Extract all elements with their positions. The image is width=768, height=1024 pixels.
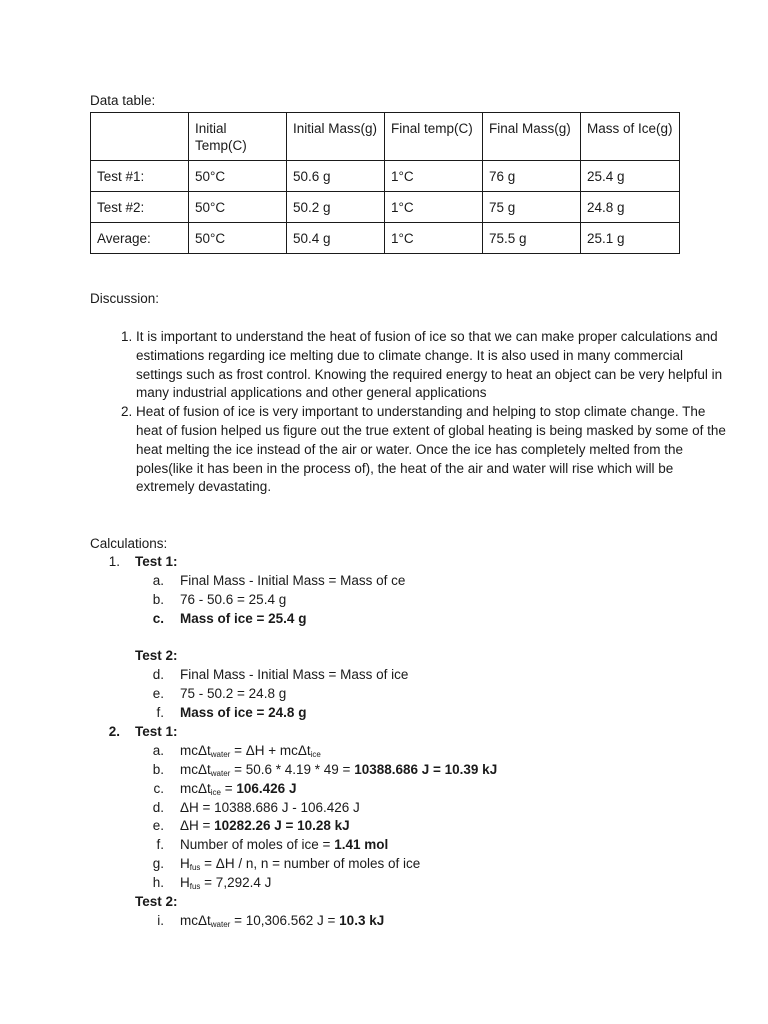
calc-line: Final Mass - Initial Mass = Mass of ce [180,572,406,588]
subscript: water [210,768,231,778]
discussion-heading: Discussion: [90,291,160,306]
table-cell: 50°C [189,161,287,192]
table-cell: 75.5 g [483,223,581,254]
table-row [91,223,680,254]
table-cell: 24.8 g [581,192,680,223]
subscript: fus [189,863,201,873]
calc-result: 10388.686 J = 10.39 kJ [354,761,498,777]
table-cell: Average: [91,223,189,254]
table-row [91,192,680,223]
formula-part: = ΔH / n, n = number of moles of ice [200,856,421,872]
list-item [90,912,690,931]
formula-part: = [221,780,237,796]
formula-part: Number of moles of ice = [180,837,335,853]
calc-line [180,874,271,893]
sub-heading: Test 2: [135,648,178,664]
sub-heading: Test 1: [135,724,178,740]
table-cell: 50.2 g [287,192,385,223]
table-cell: 1°C [385,192,483,223]
list-letter: b. [152,591,164,607]
calc-result: Mass of ice = 24.8 g [180,705,307,721]
list-item [90,553,690,572]
formula-part: H [180,875,190,891]
list-item [90,817,690,836]
list-item [90,572,690,591]
list-item [90,591,690,610]
list-letter: f. [156,837,164,853]
table-cell: 50°C [189,192,287,223]
table-header-cell: Mass of Ice(g) [581,113,680,161]
table-row [91,161,680,192]
calculations-list [90,553,690,931]
formula-part: mcΔt [279,742,311,758]
calc-line [180,761,497,780]
formula-part: H [180,856,190,872]
list-letter: c. [152,610,164,626]
table-cell: 76 g [483,161,581,192]
list-item [90,761,690,780]
list-item [90,836,690,855]
table-cell: 75 g [483,192,581,223]
formula-part: = 50.6 * 4.19 * 49 = [230,761,355,777]
list-letter: i. [157,912,164,928]
calc-line: 75 - 50.2 = 24.8 g [180,686,287,702]
list-item [90,704,690,723]
formula-part: mcΔt [180,742,211,758]
subscript: water [210,919,231,929]
sub-heading: Test 2: [135,894,178,910]
calc-line [180,912,384,931]
data-table [90,112,680,254]
list-item [90,893,690,912]
formula-part: = ΔH + [230,742,280,758]
subscript: fus [189,882,201,892]
table-header-cell: Final temp(C) [385,113,483,161]
list-number: 1. [108,554,120,569]
formula-part: ΔH = [180,818,215,834]
calculations-heading: Calculations: [90,536,168,551]
list-item [90,855,690,874]
data-table-caption: Data table: [90,93,156,108]
table-header-cell: Initial Mass(g) [287,113,385,161]
formula-part: = 10,306.562 J = [230,912,340,928]
discussion-item: 1. It is important to understand the heat of fusion of ice so that we can make proper calculations and estimations regarding ice melting due to climate change. It is also used in many commercial settings such as frost control. Knowing the required energy to heat an object can be very helpful in many industrial applications and other general applications [136,328,726,403]
calc-line [180,780,296,799]
list-letter: b. [152,761,164,777]
list-item [90,874,690,893]
formula-part: mcΔt [180,761,211,777]
list-letter: f. [156,705,164,721]
discussion-list [90,328,726,497]
subscript: water [210,749,231,759]
list-letter: a. [152,572,164,588]
table-header-cell: Initial Temp(C) [189,113,287,161]
calc-result: 10282.26 J = 10.28 kJ [214,818,350,834]
table-cell: 50.4 g [287,223,385,254]
table-header-cell: Final Mass(g) [483,113,581,161]
calc-line: Final Mass - Initial Mass = Mass of ice [180,667,409,683]
table-cell: Test #1: [91,161,189,192]
calc-line [180,855,420,874]
calc-result: 10.3 kJ [339,912,385,928]
table-cell: 25.1 g [581,223,680,254]
subscript: ice [210,787,221,797]
list-number: 2. [108,724,120,740]
spacer [90,629,690,648]
list-item [90,799,690,818]
calc-result: Mass of ice = 25.4 g [180,610,307,626]
list-letter: d. [152,799,164,815]
calc-line [180,836,388,855]
table-cell: 50°C [189,223,287,254]
calc-result: 1.41 mol [334,837,389,853]
table-header-row [91,113,680,161]
table-cell: Test #2: [91,192,189,223]
list-letter: e. [152,686,164,702]
calc-line: 76 - 50.6 = 25.4 g [180,591,287,607]
list-item [90,780,690,799]
calc-line [180,742,321,761]
list-letter: d. [152,667,164,683]
sub-heading: Test 1: [135,554,178,569]
formula-part: mcΔt [180,780,211,796]
list-item [90,685,690,704]
formula-part: = 7,292.4 J [200,875,272,891]
table-header-cell [91,113,189,161]
list-item [90,742,690,761]
calc-line: ΔH = 10388.686 J - 106.426 J [180,799,360,815]
list-item [90,666,690,685]
list-letter: g. [152,856,164,872]
calc-result: 106.426 J [236,780,297,796]
table-cell: 1°C [385,161,483,192]
list-letter: a. [152,742,164,758]
table-cell: 25.4 g [581,161,680,192]
table-cell: 50.6 g [287,161,385,192]
table-cell: 1°C [385,223,483,254]
discussion-item: 2. Heat of fusion of ice is very important to understanding and helping to stop climate change. The heat of fusion helped us figure out the true extent of global heating is being masked by some of the heat melting the ice instead of the air or water. Once the ice has completely melted from the poles(like it has been in the process of), the heat of the air and water will rise which will be extremely devastating. [136,403,726,497]
list-letter: h. [152,875,164,891]
list-letter: c. [153,780,164,796]
subscript: ice [310,749,321,759]
list-item [90,610,690,629]
formula-part: mcΔt [180,912,211,928]
list-letter: e. [152,818,164,834]
list-item [90,647,690,666]
calc-line [180,817,350,836]
list-item [90,723,690,742]
